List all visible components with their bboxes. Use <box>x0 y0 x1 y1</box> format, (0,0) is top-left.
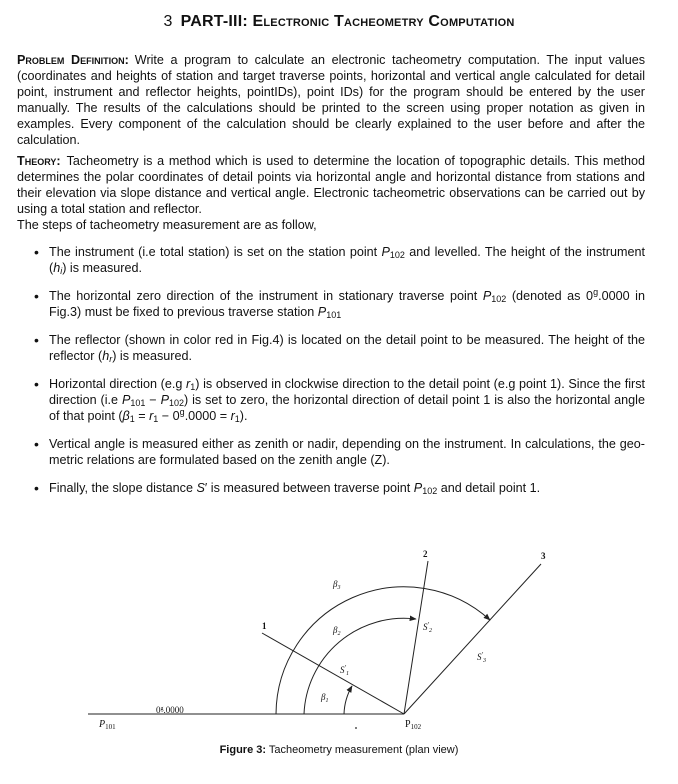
label-beta-2: $\beta_2$ <box>333 625 341 637</box>
arc-beta-3 <box>276 587 490 714</box>
label-point-2: 2 <box>423 549 428 559</box>
step-item: • Finally, the slope distance S′ is measured between traverse point $P_{102}$ and detail point 1. <box>17 480 645 496</box>
caption-label: Figure 3: <box>219 744 267 756</box>
label-s3: $S'_3$ <box>477 651 487 664</box>
step-item: • Horizontal direction (e.g $r_1$) is observed in clockwise direction to the detail point (e.g point 1). Since the first direction (i.e $P_{101} - P_{102}$) is set to zero, the horizontal direction of detail point 1 is also the horizontal angle of that point $(\beta_1 = r_1 - 0^g.0000 = r_1)$. <box>17 376 645 424</box>
tacheometry-diagram <box>0 540 678 750</box>
steps-list <box>17 244 645 496</box>
theory-paragraph <box>17 153 645 233</box>
label-p102: $P_{102}$ <box>405 719 422 731</box>
label-point-3: 3 <box>541 551 546 561</box>
step-item: • The horizontal zero direction of the instrument in stationary traverse point $P_{102}$ (denoted as 0$^g$.0000 in Fig.3) must be fixed to previous traverse station $P_{101}$ <box>17 288 645 320</box>
theory-heading: Theory: <box>17 154 61 168</box>
problem-text: Write a program to calculate an electronic tacheometry computation. The input values (coordinates and heights of station and target traverse points, horizontal and vertical angle calculated for detail point, instrument and reflector heights, pointIDs), point IDs) for the program should be entered by the user manually. The results of the calculations should be printed to the screen using proper notation as given in examples. Every component of the calculation should be clearly explained to the user before and after the calculation. <box>17 53 645 147</box>
arc-beta-1 <box>344 686 352 714</box>
caption-text: Tacheometry measurement (plan view) <box>268 744 459 756</box>
figure-caption <box>0 744 678 756</box>
label-zero-direction: 0$^g$.0000 <box>156 705 184 715</box>
problem-heading: Problem Definition: <box>17 53 129 67</box>
label-s2: $S'_2$ <box>423 621 433 634</box>
step-item: • Vertical angle is measured either as zenith or nadir, depending on the instrument. In calculations, the geo-metric relations are formulated based on the zenith angle (Z). <box>17 436 645 468</box>
steps-intro: The steps of tacheometry measurement are as follow, <box>17 218 317 232</box>
label-beta-3: $\beta_3$ <box>333 579 341 591</box>
tacheometry-figure <box>0 540 678 750</box>
step-item: • The instrument (i.e total station) is set on the station point $P_{102}$ and levelled. The height of the instrument $(h_i)$ is measured. <box>17 244 645 276</box>
section-title <box>0 13 678 31</box>
label-point-1: 1 <box>262 621 267 631</box>
tick-dot <box>355 727 357 729</box>
section-number: 3 <box>163 13 173 30</box>
section-title-text: PART-III: Electronic Tacheometry Computation <box>180 13 515 30</box>
label-beta-1: $\beta_1$ <box>321 692 329 704</box>
line-to-point-1 <box>262 633 404 714</box>
theory-text: Tacheometry is a method which is used to determine the location of topographic details. This method determines the polar coordinates of detail points via horizontal angle and horizontal distance from stations and their elevation via slope distance and vertical angle. Electronic tacheometric observations can be carried out by using a total station and reflector. <box>17 154 645 216</box>
label-p101: $P_{101}$ <box>99 719 116 731</box>
step-item: • The reflector (shown in color red in Fig.4) is located on the detail point to be measured. The height of the reflector $(h_r)$ is measured. <box>17 332 645 364</box>
line-to-point-3 <box>404 564 541 714</box>
problem-definition <box>17 52 645 148</box>
label-s1: $S'_1$ <box>340 664 350 677</box>
